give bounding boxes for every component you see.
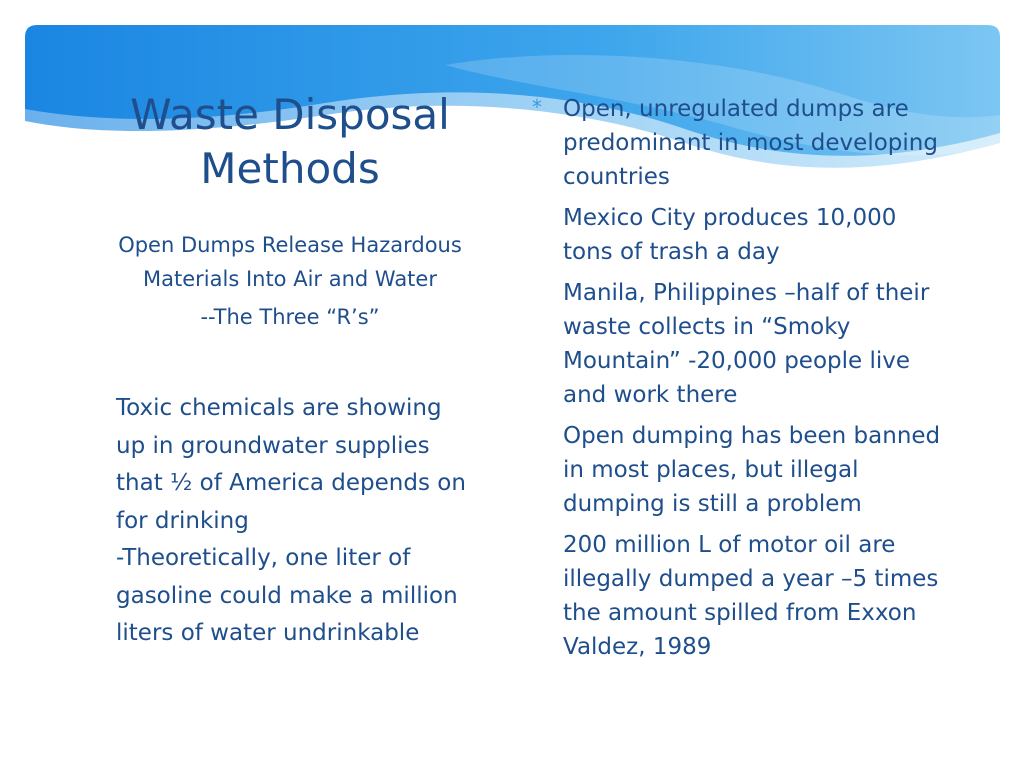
bullet-list bbox=[532, 92, 952, 671]
bullet-text: 200 million L of motor oil are illegally dumped a year –5 times the amount spilled from Exxon Valdez, 1989 bbox=[563, 532, 939, 660]
list-item bbox=[532, 92, 952, 194]
subtitle-line: Open Dumps Release Hazardous Materials Into Air and Water bbox=[118, 233, 462, 291]
left-body-text bbox=[116, 390, 476, 653]
bullet-text: Open dumping has been banned in most places, but illegal dumping is still a problem bbox=[563, 423, 941, 517]
list-item bbox=[532, 528, 952, 664]
bullet-text: Manila, Philippines –half of their waste collects in “Smoky Mountain” -20,000 people live and work there bbox=[563, 280, 930, 408]
slide-title: Waste Disposal Methods bbox=[130, 90, 450, 193]
list-item bbox=[532, 276, 952, 412]
list-item bbox=[532, 201, 952, 269]
bullet-text: Open, unregulated dumps are predominant in most developing countries bbox=[563, 96, 938, 190]
asterisk-bullet-icon: * bbox=[532, 95, 542, 119]
paragraph: -Theoretically, one liter of gasoline could make a million liters of water undrinkable bbox=[116, 545, 458, 646]
bullet-text: Mexico City produces 10,000 tons of trash a day bbox=[563, 205, 897, 265]
paragraph: Toxic chemicals are showing up in groundwater supplies that ½ of America depends on for drinking bbox=[116, 395, 466, 534]
subtitle bbox=[110, 228, 470, 334]
list-item bbox=[532, 419, 952, 521]
subtitle-three-rs: --The Three “R’s” bbox=[200, 305, 380, 329]
